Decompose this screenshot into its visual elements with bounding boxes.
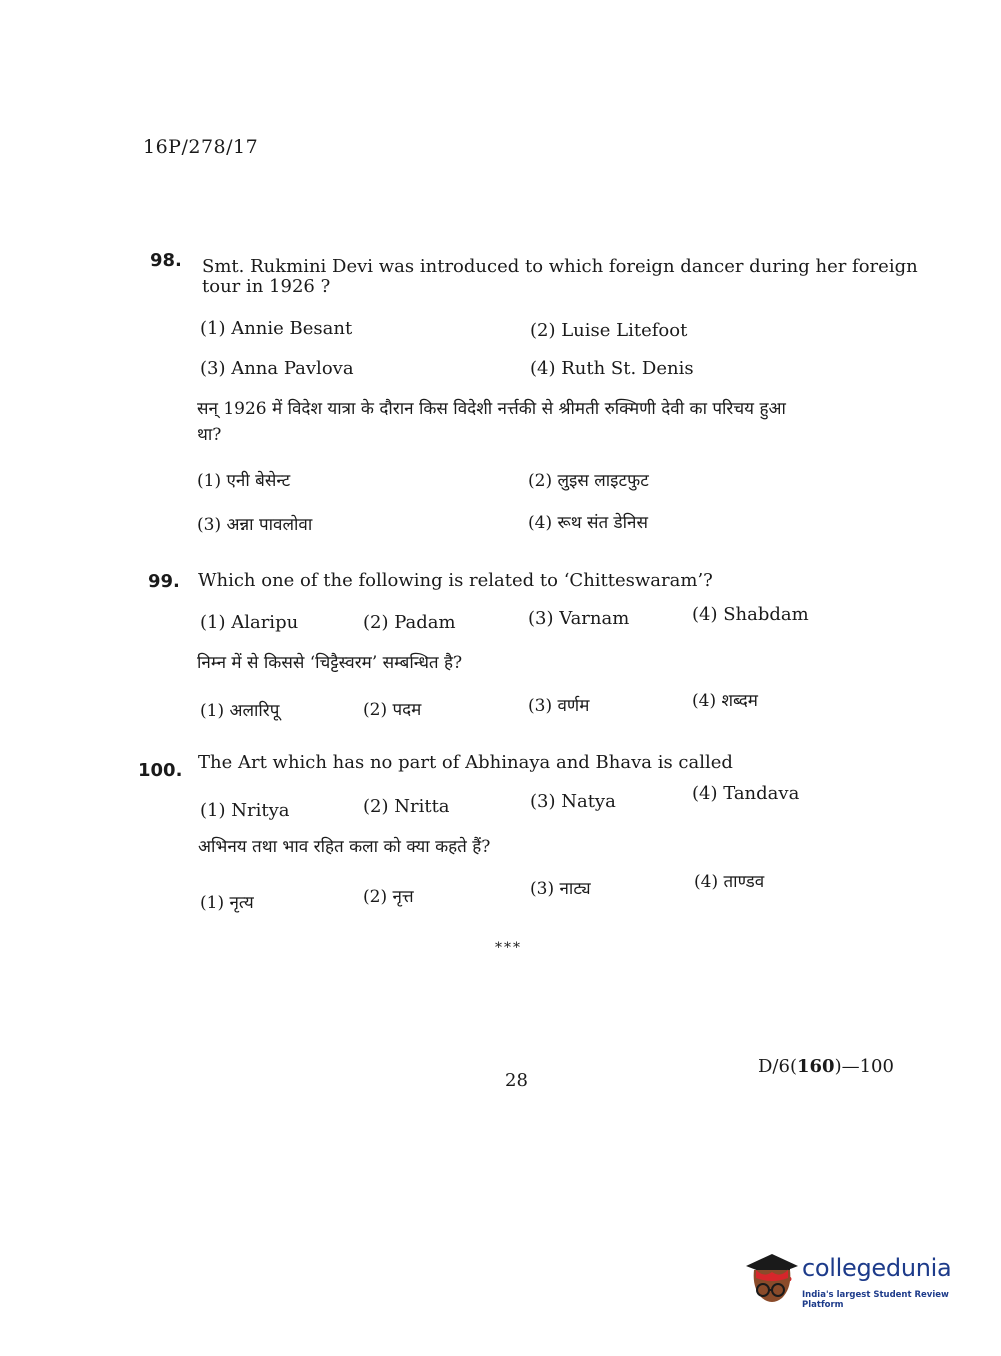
question-98-hindi-text-line-1: सन् 1926 में विदेश यात्रा के दौरान किस विदेशी नर्त्तकी से श्रीमती रुक्मिणी देवी का परिचय हुआ xyxy=(197,399,786,419)
logo-tagline: India's largest Student Review Platform xyxy=(802,1290,949,1310)
footer-code-bold: 160 xyxy=(796,1056,835,1077)
question-98-option-4: (4) Ruth St. Denis xyxy=(530,358,694,379)
question-100-option-2: (2) Nritta xyxy=(363,796,450,817)
question-99-hindi-option-2: (2) पदम xyxy=(363,700,422,720)
question-99-text: Which one of the following is related to ‘Chitteswaram’? xyxy=(198,570,713,591)
question-99-hindi-text: निम्न में से किससे ‘चिट्टैस्वरम’ सम्बन्धित है? xyxy=(197,653,463,673)
student-mascot-icon xyxy=(742,1248,802,1310)
question-99-hindi-option-3: (3) वर्णम xyxy=(528,696,590,716)
question-99-option-3: (3) Varnam xyxy=(528,608,630,629)
question-100-hindi-option-1: (1) नृत्य xyxy=(200,893,254,913)
question-number-100: 100. xyxy=(138,760,183,781)
question-98-hindi-option-4: (4) रूथ संत डेनिस xyxy=(528,513,648,533)
question-100-option-1: (1) Nritya xyxy=(200,800,290,821)
question-98-hindi-option-3: (3) अन्ना पावलोवा xyxy=(197,515,313,535)
question-98-hindi-option-2: (2) लुइस लाइटफुट xyxy=(528,471,649,491)
logo-wordmark: collegedunia xyxy=(802,1254,952,1282)
question-98-text-line-1: Smt. Rukmini Devi was introduced to which foreign dancer during her foreign xyxy=(202,256,918,277)
question-100-hindi-text: अभिनय तथा भाव रहित कला को क्या कहते हैं? xyxy=(198,837,491,857)
question-98-hindi-text-line-2: था? xyxy=(197,425,222,445)
collegedunia-logo xyxy=(742,1248,967,1310)
question-99-hindi-option-4: (4) शब्दम xyxy=(692,691,758,711)
footer-code-prefix: D/6( xyxy=(758,1056,797,1077)
question-99-hindi-option-1: (1) अलारिपू xyxy=(200,701,280,721)
question-number-99: 99. xyxy=(148,571,180,592)
question-100-hindi-option-4: (4) ताण्डव xyxy=(694,872,765,892)
question-99-option-4: (4) Shabdam xyxy=(692,604,809,625)
paper-code: 16P/278/17 xyxy=(143,136,259,158)
question-100-option-4: (4) Tandava xyxy=(692,783,800,804)
question-98-option-2: (2) Luise Litefoot xyxy=(530,320,688,341)
question-99-option-1: (1) Alaripu xyxy=(200,612,299,633)
question-number-98: 98. xyxy=(150,250,182,271)
question-98-text-line-2: tour in 1926 ? xyxy=(202,276,331,297)
question-100-hindi-option-2: (2) नृत्त xyxy=(363,887,414,907)
page-number: 28 xyxy=(505,1070,528,1091)
question-100-text: The Art which has no part of Abhinaya and Bhava is called xyxy=(198,752,733,773)
question-100-hindi-option-3: (3) नाट्य xyxy=(530,879,591,899)
question-98-option-1: (1) Annie Besant xyxy=(200,318,353,339)
question-98-option-3: (3) Anna Pavlova xyxy=(200,358,354,379)
footer-code xyxy=(758,1056,894,1077)
question-98-hindi-option-1: (1) एनी बेसेन्ट xyxy=(197,471,291,491)
question-100-option-3: (3) Natya xyxy=(530,791,616,812)
footer-code-suffix: )—100 xyxy=(834,1056,894,1077)
question-99-option-2: (2) Padam xyxy=(363,612,456,633)
end-of-paper-mark: *** xyxy=(495,940,522,956)
